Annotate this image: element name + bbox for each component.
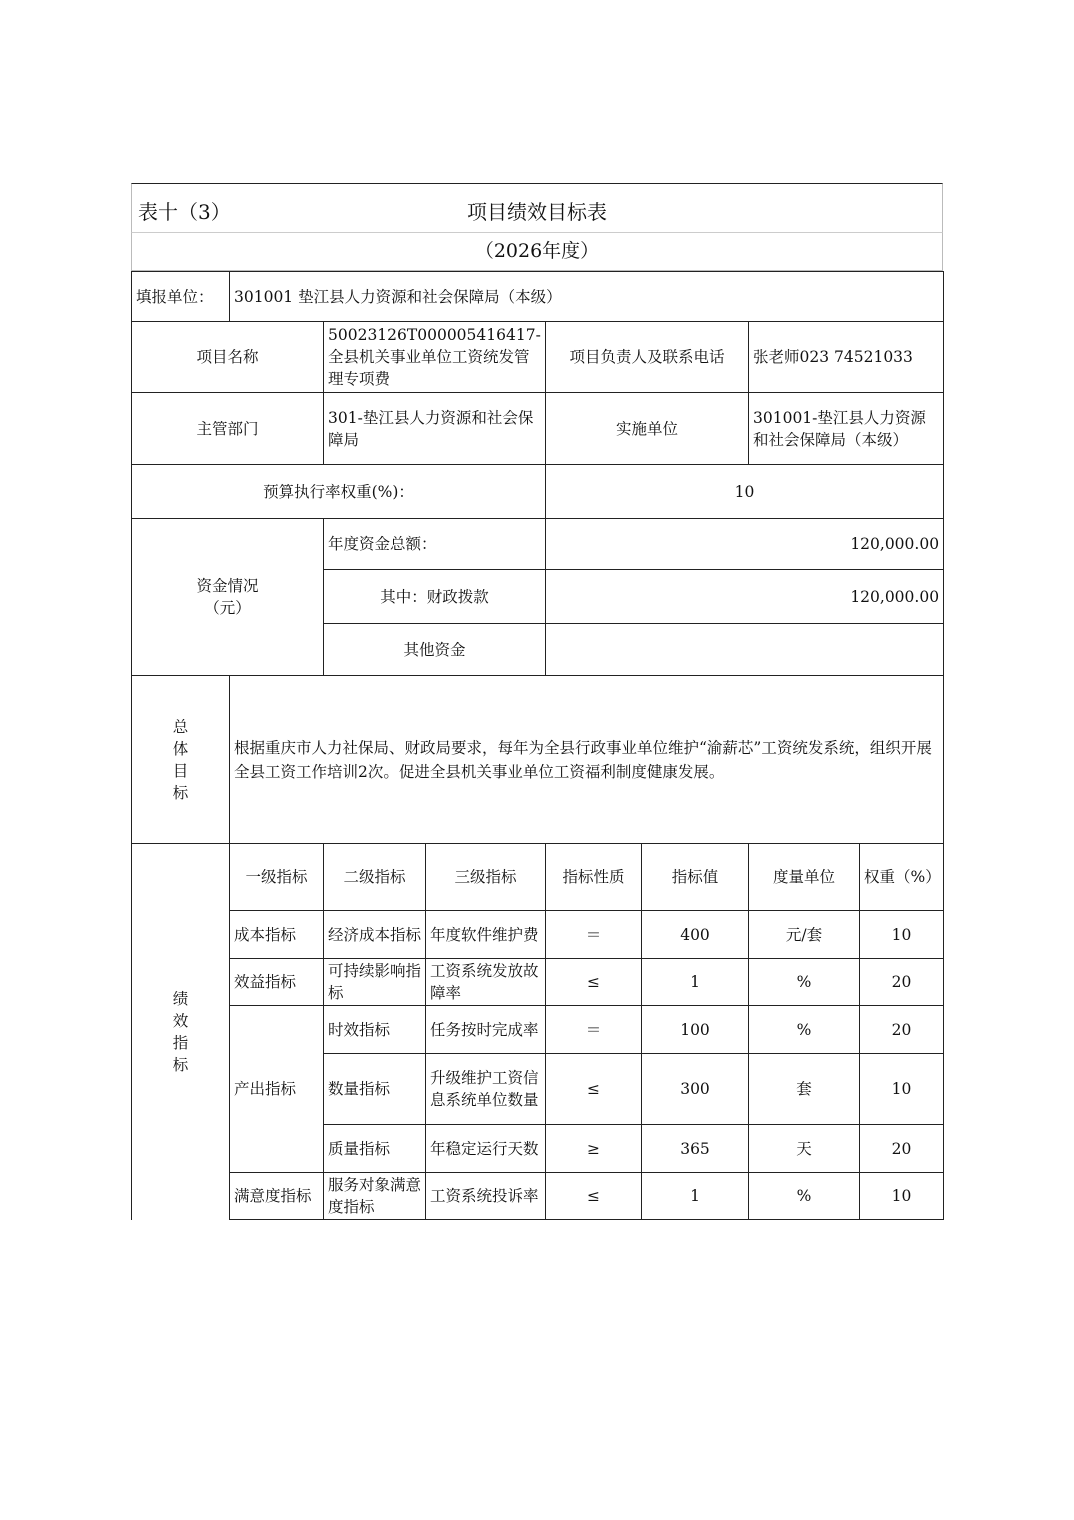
level3-cell: 任务按时完成率 [426, 1006, 546, 1054]
impl-unit-label: 实施单位 [546, 393, 749, 465]
level3-cell: 升级维护工资信息系统单位数量 [426, 1054, 546, 1125]
funds-total-row [132, 519, 944, 570]
weight-cell: 10 [860, 911, 944, 959]
performance-target-sheet [131, 183, 943, 1220]
value-cell: 400 [642, 911, 749, 959]
funds-other-value [546, 624, 944, 676]
value-cell: 300 [642, 1054, 749, 1125]
project-name-value: 50023126T000005416417-全县机关事业单位工资统发管理专项费 [324, 322, 546, 393]
value-cell: 1 [642, 959, 749, 1006]
header-nature: 指标性质 [546, 844, 642, 911]
level2-cell: 经济成本指标 [324, 911, 426, 959]
table-number: 表十（3） [138, 200, 231, 224]
weight-cell: 10 [860, 1173, 944, 1220]
header-weight: 权重（%） [860, 844, 944, 911]
performance-table [131, 271, 944, 1220]
level3-cell: 工资系统发放故障率 [426, 959, 546, 1006]
contact-label: 项目负责人及联系电话 [546, 322, 749, 393]
header-level3: 三级指标 [426, 844, 546, 911]
weight-cell: 20 [860, 1125, 944, 1173]
unit-cell: % [749, 1173, 860, 1220]
fill-unit-value: 301001 垫江县人力资源和社会保障局（本级） [230, 272, 944, 322]
budget-weight-row [132, 465, 944, 519]
nature-cell: ＝ [546, 911, 642, 959]
dept-label: 主管部门 [132, 393, 324, 465]
unit-cell: 天 [749, 1125, 860, 1173]
unit-cell: 套 [749, 1054, 860, 1125]
unit-cell: % [749, 1006, 860, 1054]
table-row [132, 1173, 944, 1220]
level1-cell: 满意度指标 [230, 1173, 324, 1220]
overall-goal-label: 总体目标 [132, 676, 230, 844]
nature-cell: ≤ [546, 1173, 642, 1220]
project-name-label: 项目名称 [132, 322, 324, 393]
level3-cell: 工资系统投诉率 [426, 1173, 546, 1220]
nature-cell: ≤ [546, 1054, 642, 1125]
header-value: 指标值 [642, 844, 749, 911]
impl-unit-value: 301001-垫江县人力资源和社会保障局（本级） [749, 393, 944, 465]
funds-fiscal-value: 120,000.00 [546, 570, 944, 624]
indicator-header-row [132, 844, 944, 911]
level2-cell: 可持续影响指标 [324, 959, 426, 1006]
level2-cell: 服务对象满意度指标 [324, 1173, 426, 1220]
value-cell: 365 [642, 1125, 749, 1173]
nature-cell: ≤ [546, 959, 642, 1006]
level3-cell: 年稳定运行天数 [426, 1125, 546, 1173]
header-unit: 度量单位 [749, 844, 860, 911]
weight-cell: 20 [860, 959, 944, 1006]
value-cell: 1 [642, 1173, 749, 1220]
page-title: 项目绩效目标表 [467, 200, 607, 224]
funds-other-label: 其他资金 [324, 624, 546, 676]
level1-cell: 成本指标 [230, 911, 324, 959]
level1-cell: 产出指标 [230, 1006, 324, 1173]
nature-cell: ＝ [546, 1006, 642, 1054]
unit-cell: % [749, 959, 860, 1006]
level2-cell: 时效指标 [324, 1006, 426, 1054]
contact-value: 张老师023 74521033 [749, 322, 944, 393]
budget-weight-label: 预算执行率权重(%)： [132, 465, 546, 519]
year-subtitle: （2026年度） [131, 232, 943, 271]
nature-cell: ≥ [546, 1125, 642, 1173]
indicators-label: 绩效指标 [132, 844, 230, 1220]
fill-unit-row [132, 272, 944, 322]
level1-cell: 效益指标 [230, 959, 324, 1006]
level3-cell: 年度软件维护费 [426, 911, 546, 959]
weight-cell: 10 [860, 1054, 944, 1125]
title-row [131, 183, 943, 232]
funds-total-value: 120,000.00 [546, 519, 944, 570]
fill-unit-label: 填报单位： [132, 272, 230, 322]
overall-goal-text: 根据重庆市人力社保局、财政局要求，每年为全县行政事业单位维护“渝薪芯”工资统发系统，组织开展全县工资工作培训2次。促进全县机关事业单位工资福利制度健康发展。 [230, 676, 944, 844]
unit-cell: 元/套 [749, 911, 860, 959]
table-row [132, 1006, 944, 1054]
project-name-row [132, 322, 944, 393]
value-cell: 100 [642, 1006, 749, 1054]
funds-total-label: 年度资金总额： [324, 519, 546, 570]
table-row [132, 911, 944, 959]
level2-cell: 数量指标 [324, 1054, 426, 1125]
funds-fiscal-label: 其中：财政拨款 [324, 570, 546, 624]
header-level1: 一级指标 [230, 844, 324, 911]
header-level2: 二级指标 [324, 844, 426, 911]
overall-goal-row [132, 676, 944, 844]
weight-cell: 20 [860, 1006, 944, 1054]
level2-cell: 质量指标 [324, 1125, 426, 1173]
funds-label: 资金情况（元） [132, 519, 324, 676]
department-row [132, 393, 944, 465]
table-row [132, 959, 944, 1006]
budget-weight-value: 10 [546, 465, 944, 519]
dept-value: 301-垫江县人力资源和社会保障局 [324, 393, 546, 465]
